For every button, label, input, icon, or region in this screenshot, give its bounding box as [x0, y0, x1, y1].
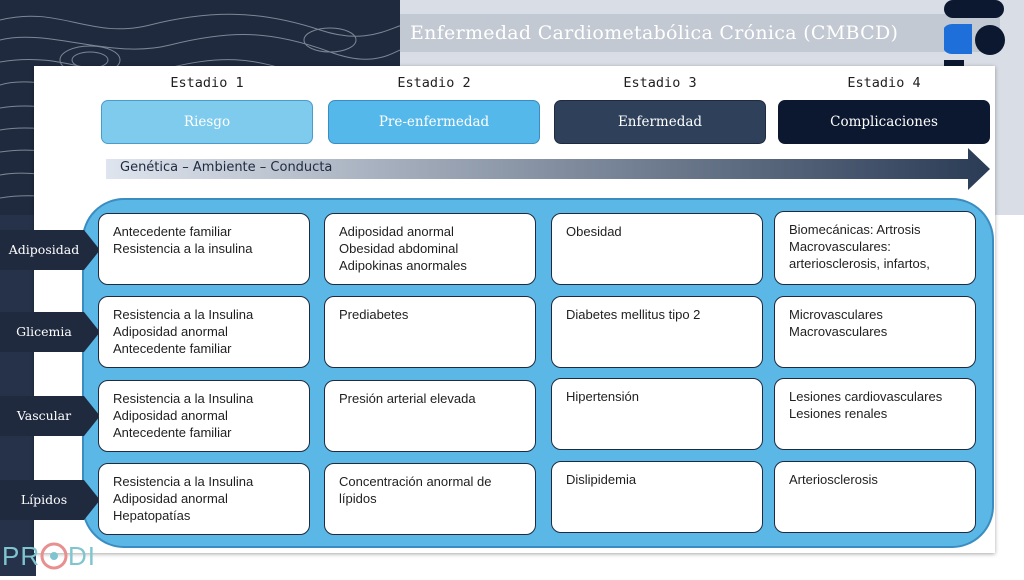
stage-box-enfermedad: Enfermedad	[554, 100, 766, 144]
cell-line: Resistencia a la Insulina	[113, 391, 254, 406]
cell-glicemia-estadio-3	[551, 296, 763, 368]
stage-box-riesgo: Riesgo	[101, 100, 313, 144]
cell-line: Macrovasculares	[789, 324, 888, 339]
cell-line: Adiposidad anormal	[113, 408, 228, 423]
cell-line: Adipokinas anormales	[339, 258, 467, 273]
row-label-glicemia	[0, 312, 100, 352]
stage-label-1: Estadio 1	[170, 75, 244, 91]
row-label-text: Glicemia	[16, 324, 72, 339]
cell-line: Dislipidemia	[566, 472, 637, 487]
cell-line: Macrovasculares:	[789, 239, 891, 254]
cell-lipidos-estadio-3	[551, 461, 763, 533]
cell-adiposidad-estadio-2	[324, 213, 536, 285]
cell-vascular-estadio-3	[551, 378, 763, 450]
svg-text:PR: PR	[2, 541, 41, 571]
cell-line: Microvasculares	[789, 307, 883, 322]
cell-line: Prediabetes	[339, 307, 409, 322]
arrow-text: Genética – Ambiente – Conducta	[120, 160, 333, 175]
cell-adiposidad-estadio-4	[774, 211, 976, 285]
cell-line: Hipertensión	[566, 389, 639, 404]
cell-line: Lesiones cardiovasculares	[789, 389, 943, 404]
cell-line: Resistencia a la Insulina	[113, 474, 254, 489]
cell-vascular-estadio-2	[324, 380, 536, 452]
cell-adiposidad-estadio-3	[551, 213, 763, 285]
cell-lipidos-estadio-4	[774, 461, 976, 533]
cell-line: Obesidad abdominal	[339, 241, 459, 256]
row-label-vascular	[0, 396, 100, 436]
row-label-text: Vascular	[16, 408, 72, 423]
cell-glicemia-estadio-2	[324, 296, 536, 368]
row-label-text: Adiposidad	[8, 242, 80, 257]
cell-line: Hepatopatías	[113, 508, 191, 523]
cell-line: Adiposidad anormal	[339, 224, 454, 239]
stage-label-3: Estadio 3	[623, 75, 697, 91]
cell-line: Presión arterial elevada	[339, 391, 476, 406]
cell-line: Adiposidad anormal	[113, 324, 228, 339]
cell-lipidos-estadio-2	[324, 463, 536, 535]
cell-adiposidad-estadio-1	[98, 213, 310, 285]
cell-line: Antecedente familiar	[113, 341, 232, 356]
page-title: Enfermedad Cardiometabólica Crónica (CMBCD)	[410, 22, 899, 44]
svg-text:DI: DI	[68, 541, 96, 571]
row-label-lipidos	[0, 480, 100, 520]
stage-box-complicaciones: Complicaciones	[778, 100, 990, 144]
cell-line: Diabetes mellitus tipo 2	[566, 307, 701, 322]
cell-lipidos-estadio-1	[98, 463, 310, 535]
cell-line: Antecedente familiar	[113, 425, 232, 440]
cell-line: Arteriosclerosis	[789, 472, 878, 487]
cell-vascular-estadio-4	[774, 378, 976, 450]
stage-box-pre-enfermedad: Pre-enfermedad	[328, 100, 540, 144]
stage-label-2: Estadio 2	[397, 75, 471, 91]
cell-line: Obesidad	[566, 224, 622, 239]
cell-glicemia-estadio-1	[98, 296, 310, 368]
stage-label-4: Estadio 4	[847, 75, 921, 91]
cell-vascular-estadio-1	[98, 380, 310, 452]
row-label-text: Lípidos	[20, 492, 68, 507]
cell-line: Resistencia a la insulina	[113, 241, 253, 256]
cell-line: Concentración anormal de lípidos	[339, 474, 492, 506]
cell-line: Resistencia a la Insulina	[113, 307, 254, 322]
cell-line: Adiposidad anormal	[113, 491, 228, 506]
cell-line: Lesiones renales	[789, 406, 888, 421]
cell-glicemia-estadio-4	[774, 296, 976, 368]
cell-line: arteriosclerosis, infartos,	[789, 256, 930, 271]
cell-line: Antecedente familiar	[113, 224, 232, 239]
row-label-adiposidad	[0, 230, 100, 270]
cell-line: Biomecánicas: Artrosis	[789, 222, 921, 237]
prodi-logo	[2, 537, 110, 580]
